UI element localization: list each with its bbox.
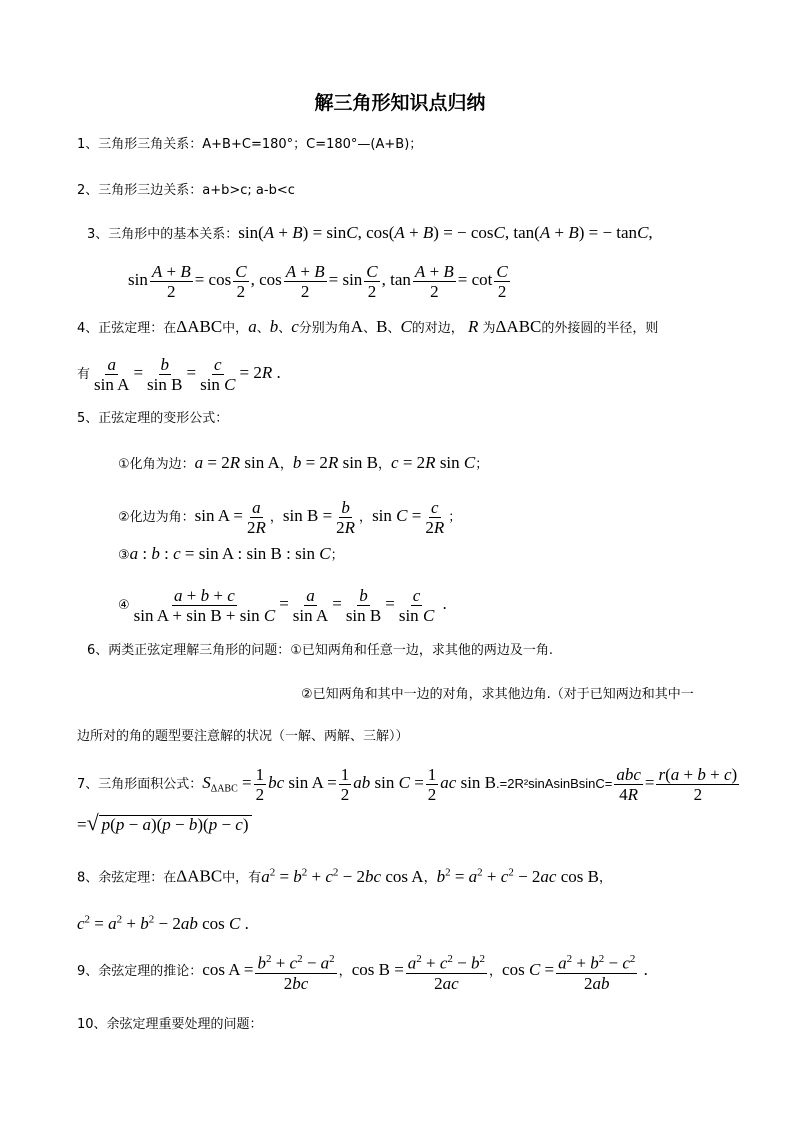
item-7-line-1: 7、三角形面积公式：$S_{\Delta ABC}$ = $\frac{1}{2}$ bc sin A = $\frac{1}{2}$ ab sin C = $\frac{1}{2}$ ac sin B.=2R²sinAsinBsinC= $\frac{\text{abc}}{4R}$ = $\frac{r(a + b + c)}{2}$ xyxy=(77,765,738,804)
item-5-sub-4: ④ $\frac{a + b + c}{\text{sin A + sin B + sin C}}$ = $\frac{a}{\text{sin A}}$ = $\frac{b}{\text{sin B}}$ = $\frac{c}{\text{sin C}}$ . xyxy=(118,586,447,625)
item-2: 2、三角形三边关系：a+b>c; a-b<c xyxy=(77,183,295,198)
item-8-line-1: 8、余弦定理：在ΔABC中，有$a^2 = b^2 + c^2 - 2bc$ cos A，$b^2 = a^2 + c^2 - 2ac$ cos B， xyxy=(77,866,612,886)
item-3-line-1: 3、三角形中的基本关系：sin(A + B) = sinC, cos(A + B) = − cosC, tan(A + B) = − tanC, xyxy=(87,223,653,242)
item-6-line-3: 边所对的角的题型要注意解的状况（一解、两解、三解）） xyxy=(77,729,409,744)
item-1: 1、三角形三角关系：A+B+C=180°；C=180°—(A+B)； xyxy=(77,137,423,152)
item-10: 10、余弦定理重要处理的问题： xyxy=(77,1017,263,1032)
page-title: 解三角形知识点归纳 xyxy=(314,92,486,114)
item-5-sub-3: ③a : b : c = sin A : sin B : sin C； xyxy=(118,544,344,563)
item-5-sub-1: ①化角为边：a = 2R sin A，b = 2R sin B，c = 2R sin C； xyxy=(118,453,489,472)
item-7-line-2: =√ p(p − a)(p − b)(p − c) xyxy=(77,814,252,836)
item-5-label: 5、正弦定理的变形公式： xyxy=(77,411,229,426)
item-8-line-2: $c^2 = a^2 + b^2 - 2ab$ cos C . xyxy=(77,913,249,933)
item-9: 9、余弦定理的推论：cos A = $\frac{b^2 + c^2 - a^2}{2bc}$ ，cos B = $\frac{a^2 + c^2 - b^2}{2ac}$ ，cos C = $\frac{a^2 + b^2 - c^2}{2ab}$ . xyxy=(77,950,648,993)
item-5-sub-2: ②化边为角：sin A = $\frac{a}{2R}$ ，sin B = $\frac{b}{2R}$ ，sin C = $\frac{c}{2R}$ ； xyxy=(118,498,462,537)
item-3-line-2: sin $\frac{A + B}{2}$ = cos $\frac{C}{2}$ , cos $\frac{A + B}{2}$ = sin $\frac{C}{2}$ , tan $\frac{A + B}{2}$ = cot $\frac{C}{2}$ xyxy=(128,262,508,301)
item-6-line-2: ②已知两角和其中一边的对角，求其他边角.（对于已知两边和其中一 xyxy=(301,687,694,702)
item-4-line-1: 4、正弦定理：在ΔABC中，a、b、c分别为角A、B、C的对边， R 为ΔABC的外接圆的半径，则 xyxy=(77,317,659,336)
item-6-line-1: 6、两类正弦定理解三角形的问题：①已知两角和任意一边，求其他的两边及一角. xyxy=(87,643,554,658)
item-4-line-2: 有 $\frac{a}{\text{sin A}}$ = $\frac{b}{\text{sin B}}$ = $\frac{c}{\text{sin C}}$ = 2R . xyxy=(77,355,281,394)
